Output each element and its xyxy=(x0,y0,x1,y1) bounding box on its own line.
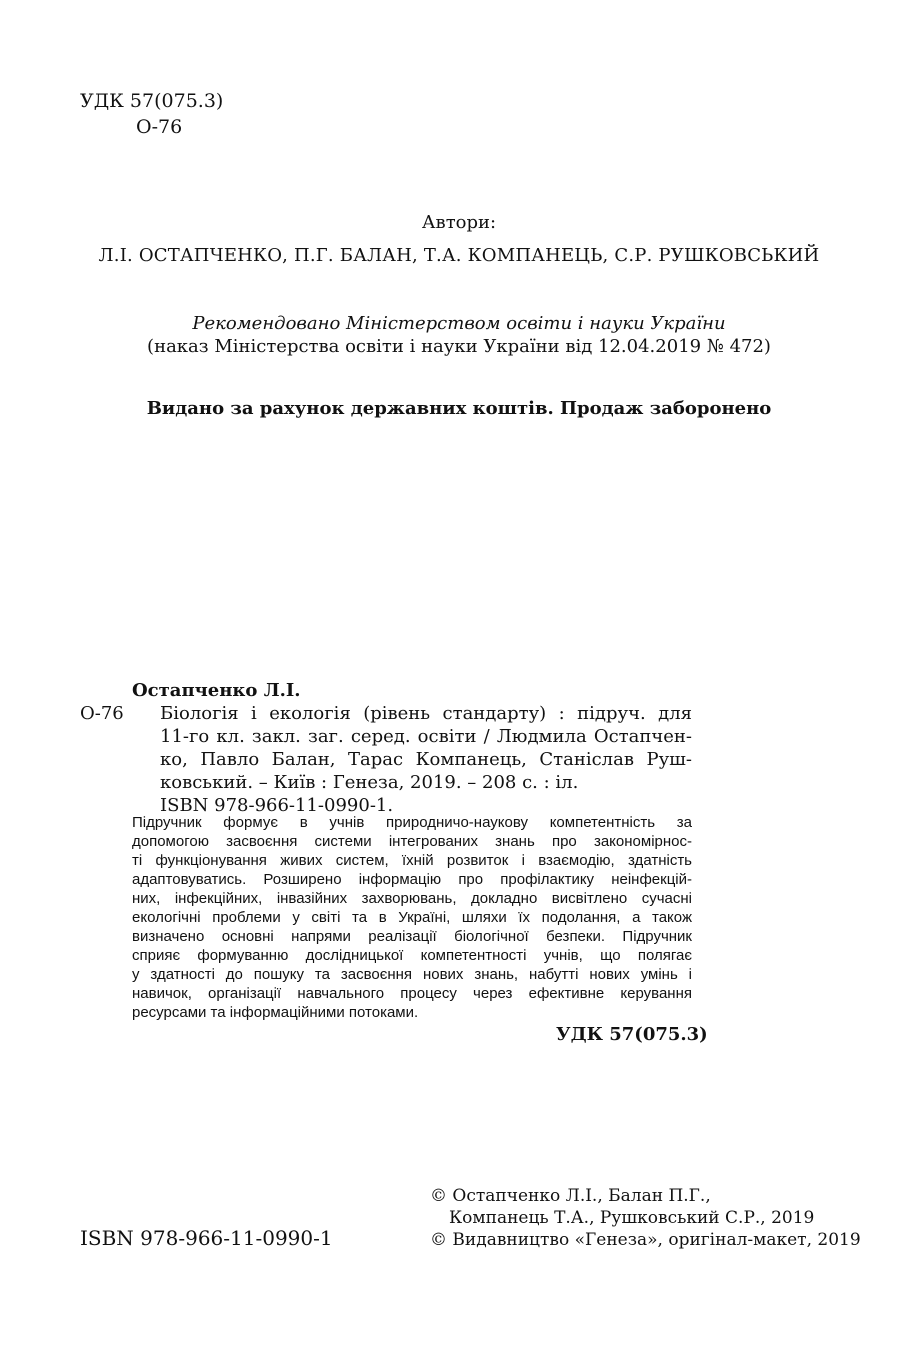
card-description-line: 11-го кл. закл. заг. серед. освіти / Людмила Остапчен- xyxy=(160,726,692,747)
card-author: Остапченко Л.І. xyxy=(132,680,301,701)
authors-names: Л.І. ОСТАПЧЕНКО, П.Г. БАЛАН, Т.А. КОМПАНЕЦЬ, С.Р. РУШКОВСЬКИЙ xyxy=(98,245,820,266)
annotation-line: ті функціонування живих систем, їхній розвиток і взаємодію, здатність xyxy=(132,852,692,869)
card-isbn: ISBN 978-966-11-0990-1. xyxy=(160,795,394,816)
annotation-line: Підручник формує в учнів природничо-наукову компетентність за xyxy=(132,814,692,831)
ministry-order: (наказ Міністерства освіти і науки України від 12.04.2019 № 472) xyxy=(147,336,771,357)
card-udk: УДК 57(075.3) xyxy=(556,1024,708,1045)
annotation-line: них, інфекційних, інвазійних захворювань, докладно висвітлено сучасні xyxy=(132,890,692,907)
annotation-line: адаптовуватись. Розширено інформацію про профілактику неінфекцій- xyxy=(132,871,692,888)
card-code: О-76 xyxy=(80,703,124,724)
card-description-line: ко, Павло Балан, Тарас Компанець, Станіслав Руш- xyxy=(160,749,692,770)
annotation-line: ресурсами та інформаційними потоками. xyxy=(132,1004,419,1021)
udk-header xyxy=(80,88,223,140)
copyright-line: © Остапченко Л.І., Балан П.Г., xyxy=(430,1186,711,1206)
copyright-line: Компанець Т.А., Рушковський С.Р., 2019 xyxy=(449,1208,815,1228)
annotation-line: у здатності до пошуку та засвоєння нових знань, набутті нових умінь і xyxy=(132,966,692,983)
recommendation-text: Рекомендовано Міністерством освіти і науки України xyxy=(192,313,726,334)
card-description-line: ковський. – Київ : Генеза, 2019. – 208 с. : іл. xyxy=(160,772,579,793)
author-mark: О-76 xyxy=(136,116,183,138)
annotation-line: сприяє формуванню дослідницької компетентності учнів, що полягає xyxy=(132,947,692,964)
annotation-line: визначено основні напрями реалізації біологічної безпеки. Підручник xyxy=(132,928,692,945)
authors-heading: Автори: xyxy=(421,212,497,233)
annotation-line: допомогою засвоєння системи інтегрованих знань про закономірнос- xyxy=(132,833,692,850)
footer-isbn: ISBN 978-966-11-0990-1 xyxy=(80,1226,333,1250)
funding-notice: Видано за рахунок державних коштів. Продаж заборонено xyxy=(146,398,772,419)
annotation-line: навичок, організації навчального процесу через ефективне керування xyxy=(132,985,692,1002)
udk-code: УДК 57(075.3) xyxy=(80,90,224,112)
copyright-line: © Видавництво «Генеза», оригінал-макет, 2019 xyxy=(430,1230,861,1250)
card-description-line: Біологія і екологія (рівень стандарту) : підруч. для xyxy=(160,703,692,724)
annotation-line: екологічні проблеми у світі та в Україні, шляхи їх подолання, а також xyxy=(132,909,692,926)
